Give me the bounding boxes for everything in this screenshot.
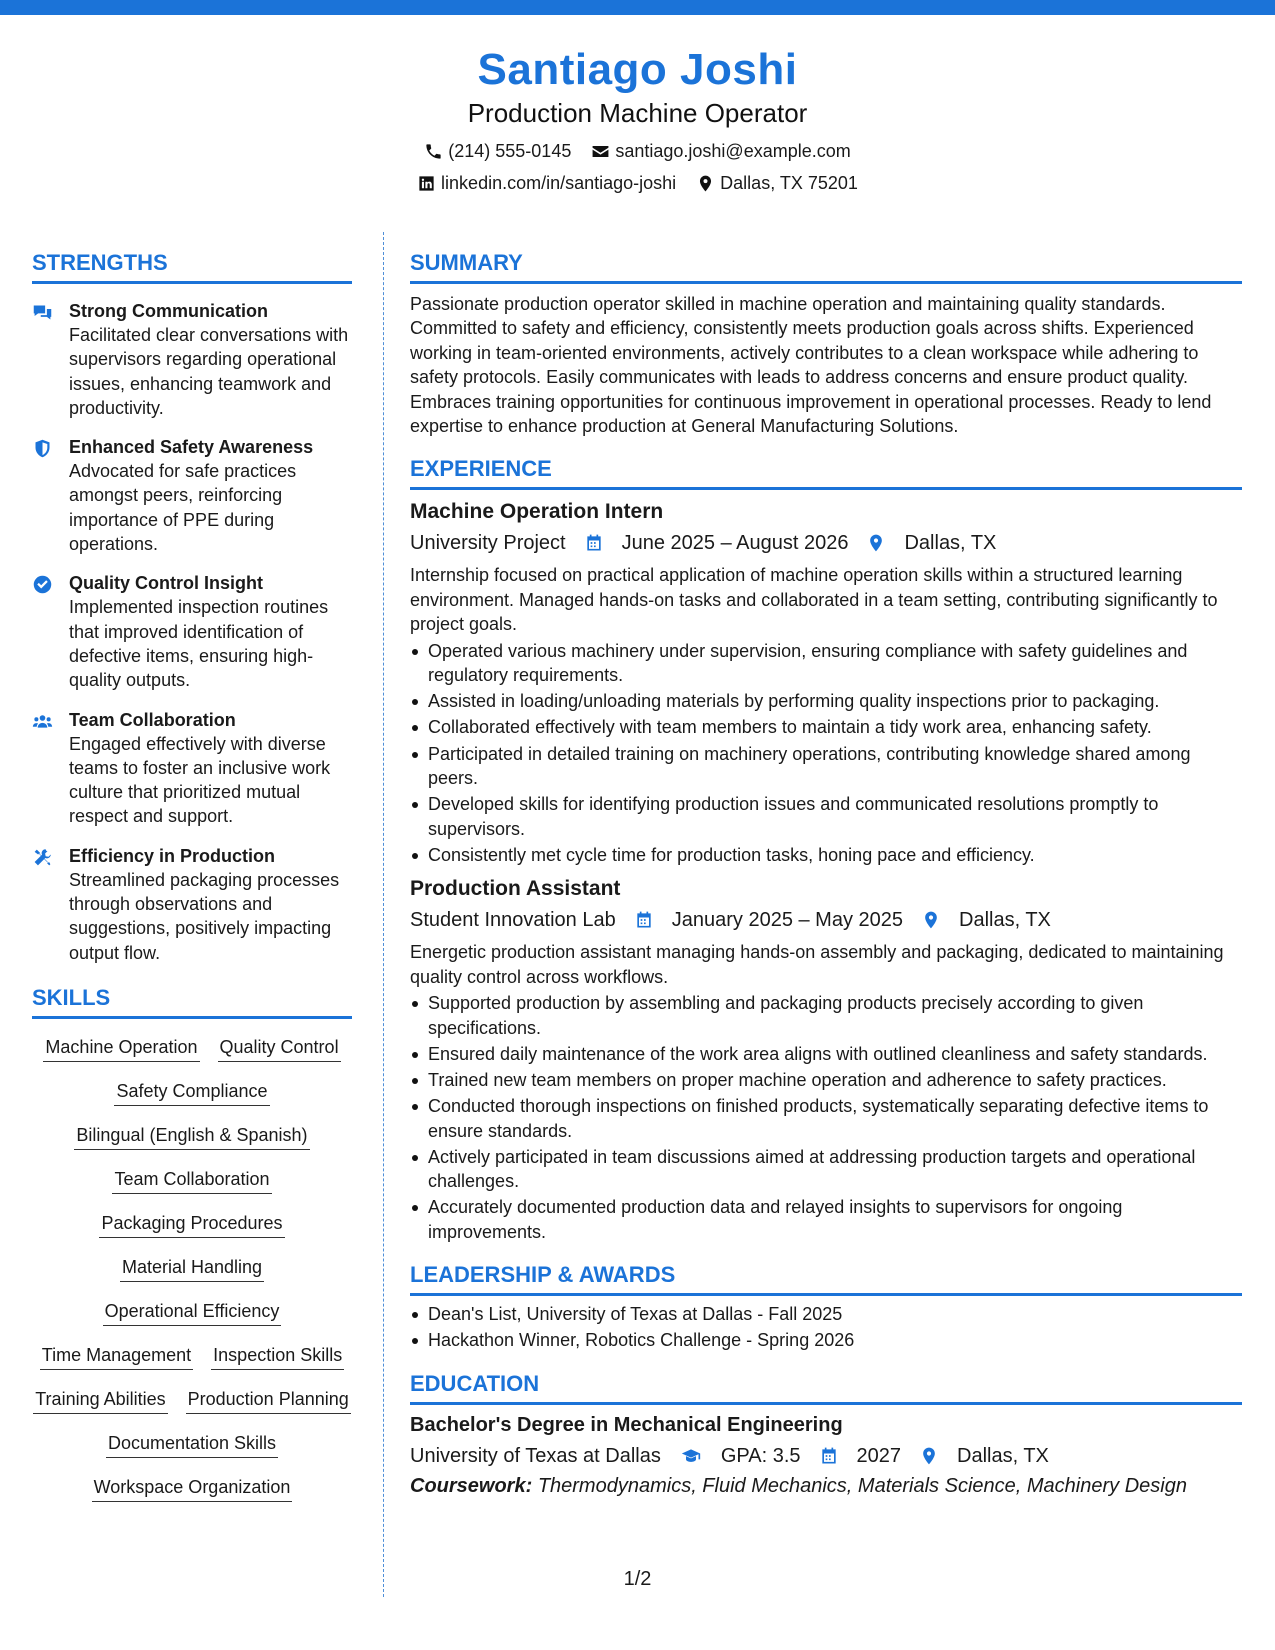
job-description: Internship focused on practical application of machine operation skills within a structured learning environment. Managed hands-on tasks and collaborated in a team setting, contributing significantly to project goals. [410, 565, 1218, 635]
job-description: Energetic production assistant managing hands-on assembly and packaging, dedicated to maintaining quality control across workflows. [410, 942, 1224, 987]
calendar-icon [819, 1446, 839, 1466]
bullet-item: Developed skills for identifying production issues and communicated resolutions promptly to supervisors. [410, 792, 1242, 841]
shield-icon [32, 438, 53, 459]
map-pin-icon [866, 533, 886, 553]
email-text: santiago.joshi@example.com [615, 141, 851, 161]
strengths-heading: STRENGTHS [32, 248, 352, 284]
leadership-heading: LEADERSHIP & AWARDS [410, 1260, 1242, 1296]
map-pin-icon [696, 174, 715, 193]
strength-desc: Facilitated clear conversations with supervisors regarding operational issues, enhancing teamwork and productivity. [69, 325, 349, 418]
strength-name: Enhanced Safety Awareness [69, 437, 314, 458]
phone-text: (214) 555-0145 [448, 141, 572, 161]
page-number: 1/2 [623, 1568, 652, 1590]
bullet-item: Assisted in loading/unloading materials by performing quality inspections prior to packaging. [410, 689, 1242, 713]
skill-tag: Quality Control [218, 1035, 341, 1062]
bullet-item: Ensured daily maintenance of the work area aligns with outlined cleanliness and safety standards. [410, 1042, 1242, 1066]
job-org: Student Innovation Lab [410, 909, 616, 932]
bullet-item: Collaborated effectively with team members to maintain a tidy work area, enhancing safety. [410, 715, 1242, 739]
job-dates: June 2025 – August 2026 [621, 532, 849, 555]
bullet-item: Accurately documented production data and relayed insights to supervisors for ongoing improvements. [410, 1195, 1242, 1244]
top-accent-bar [0, 0, 1275, 15]
leadership-list [410, 1302, 1242, 1353]
job-bullets [410, 639, 1242, 868]
linkedin-text: linkedin.com/in/santiago-joshi [441, 173, 677, 193]
contact-row-1 [0, 136, 1275, 166]
skill-tag: Safety Compliance [114, 1079, 269, 1106]
calendar-icon [584, 533, 604, 553]
strength-name: Quality Control Insight [69, 573, 263, 594]
summary-text: Passionate production operator skilled in machine operation and maintaining quality standards. Committed to safety and efficiency, consistently meets production goals across shifts. Experienced working in team-oriented environments, actively contributes to a clean workspace while adhering to safety protocols. Easily communicates with leads to address concerns and ensure product quality. Embraces training opportunities for continuous improvement in operational processes. Ready to lend expertise to enhance production at General Manufacturing Solutions. [410, 294, 1212, 437]
summary-heading: SUMMARY [410, 248, 1242, 284]
skill-tag: Documentation Skills [106, 1431, 278, 1458]
bullet-item: Operated various machinery under supervision, ensuring compliance with safety guidelines and regulatory requirements. [410, 639, 1242, 688]
bullet-item: Supported production by assembling and packaging products precisely according to given specifications. [410, 991, 1242, 1040]
coursework-list: Thermodynamics, Fluid Mechanics, Materials Science, Machinery Design [537, 1474, 1187, 1497]
calendar-icon [634, 910, 654, 930]
map-pin-icon [921, 910, 941, 930]
skill-tag: Training Abilities [33, 1387, 167, 1414]
location-text: Dallas, TX 75201 [720, 173, 858, 193]
check-circle-icon [32, 574, 53, 595]
tools-icon [32, 847, 53, 868]
graduation-year: 2027 [856, 1444, 902, 1467]
phone-icon [424, 142, 443, 161]
strength-desc: Engaged effectively with diverse teams to foster an inclusive work culture that prioritized mutual respect and support. [69, 733, 331, 827]
phone-contact[interactable] [424, 136, 571, 166]
linkedin-contact[interactable] [417, 168, 676, 198]
skills-heading: SKILLS [32, 983, 352, 1019]
job-title: Production Assistant [410, 877, 621, 901]
bullet-item: Participated in detailed training on machinery operations, contributing knowledge shared among peers. [410, 742, 1242, 791]
education-heading: EDUCATION [410, 1369, 1242, 1405]
skill-tag: Operational Efficiency [103, 1299, 282, 1326]
resume-header [0, 40, 1275, 198]
job-bullets [410, 991, 1242, 1244]
degree-name: Bachelor's Degree in Mechanical Engineering [410, 1413, 843, 1436]
strength-item [32, 844, 352, 965]
contact-row-2 [0, 168, 1275, 198]
bullet-item: Consistently met cycle time for production tasks, honing pace and efficiency. [410, 843, 1242, 867]
linkedin-icon [417, 174, 436, 193]
school-name: University of Texas at Dallas [410, 1444, 661, 1467]
candidate-name: Santiago Joshi [477, 45, 798, 94]
strength-desc: Streamlined packaging processes through observations and suggestions, positively impacting output flow. [69, 869, 340, 963]
skill-tag: Machine Operation [43, 1035, 199, 1062]
bullet-item: Conducted thorough inspections on finished products, systematically separating defective items to ensure standards. [410, 1094, 1242, 1143]
coursework-label: Coursework: [410, 1474, 533, 1497]
location-contact [696, 168, 858, 198]
skill-tag: Production Planning [186, 1387, 351, 1414]
job-title: Machine Operation Intern [410, 500, 664, 524]
email-contact[interactable] [591, 136, 850, 166]
school-location: Dallas, TX [957, 1444, 1049, 1467]
skill-tag: Inspection Skills [211, 1343, 344, 1370]
job-meta [410, 905, 1242, 935]
left-column [32, 248, 352, 1502]
skill-tag: Team Collaboration [112, 1167, 271, 1194]
strength-desc: Advocated for safe practices amongst peers, reinforcing importance of PPE during operations. [69, 461, 297, 555]
bullet-item: Trained new team members on proper machine operation and adherence to safety practices. [410, 1068, 1242, 1092]
users-icon [32, 711, 53, 732]
map-pin-icon [919, 1446, 939, 1466]
strength-item [32, 571, 352, 692]
strength-item [32, 299, 352, 420]
bullet-item: Actively participated in team discussions aimed at addressing production targets and operational challenges. [410, 1145, 1242, 1194]
skill-tag: Material Handling [120, 1255, 264, 1282]
skill-tag: Workspace Organization [92, 1475, 293, 1502]
job-entry [410, 498, 1242, 867]
skill-tag: Time Management [40, 1343, 193, 1370]
strength-item [32, 708, 352, 829]
right-column [410, 248, 1242, 1501]
job-location: Dallas, TX [959, 909, 1051, 932]
job-location: Dallas, TX [904, 532, 997, 555]
experience-heading: EXPERIENCE [410, 454, 1242, 490]
column-divider [383, 232, 384, 1597]
strength-name: Efficiency in Production [69, 845, 276, 866]
job-dates: January 2025 – May 2025 [671, 909, 904, 932]
strength-name: Strong Communication [69, 301, 268, 321]
education-meta [410, 1441, 1242, 1471]
candidate-title: Production Machine Operator [467, 98, 808, 128]
coursework [410, 1471, 1242, 1501]
graduation-cap-icon [679, 1446, 703, 1466]
skills-list [32, 1035, 352, 1502]
chat-bubbles-icon [32, 302, 53, 323]
strength-item [32, 435, 352, 556]
gpa: GPA: 3.5 [720, 1444, 801, 1467]
envelope-icon [591, 142, 610, 161]
job-meta [410, 528, 1242, 558]
strength-desc: Implemented inspection routines that improved identification of defective items, ensuring high-quality outputs. [69, 597, 329, 691]
job-org: University Project [410, 532, 566, 555]
award-item: Dean's List, University of Texas at Dallas - Fall 2025 [410, 1302, 1242, 1326]
job-entry [410, 875, 1242, 1244]
skill-tag: Packaging Procedures [99, 1211, 284, 1238]
award-item: Hackathon Winner, Robotics Challenge - Spring 2026 [410, 1328, 1242, 1352]
skill-tag: Bilingual (English & Spanish) [74, 1123, 309, 1150]
strength-name: Team Collaboration [69, 709, 236, 730]
